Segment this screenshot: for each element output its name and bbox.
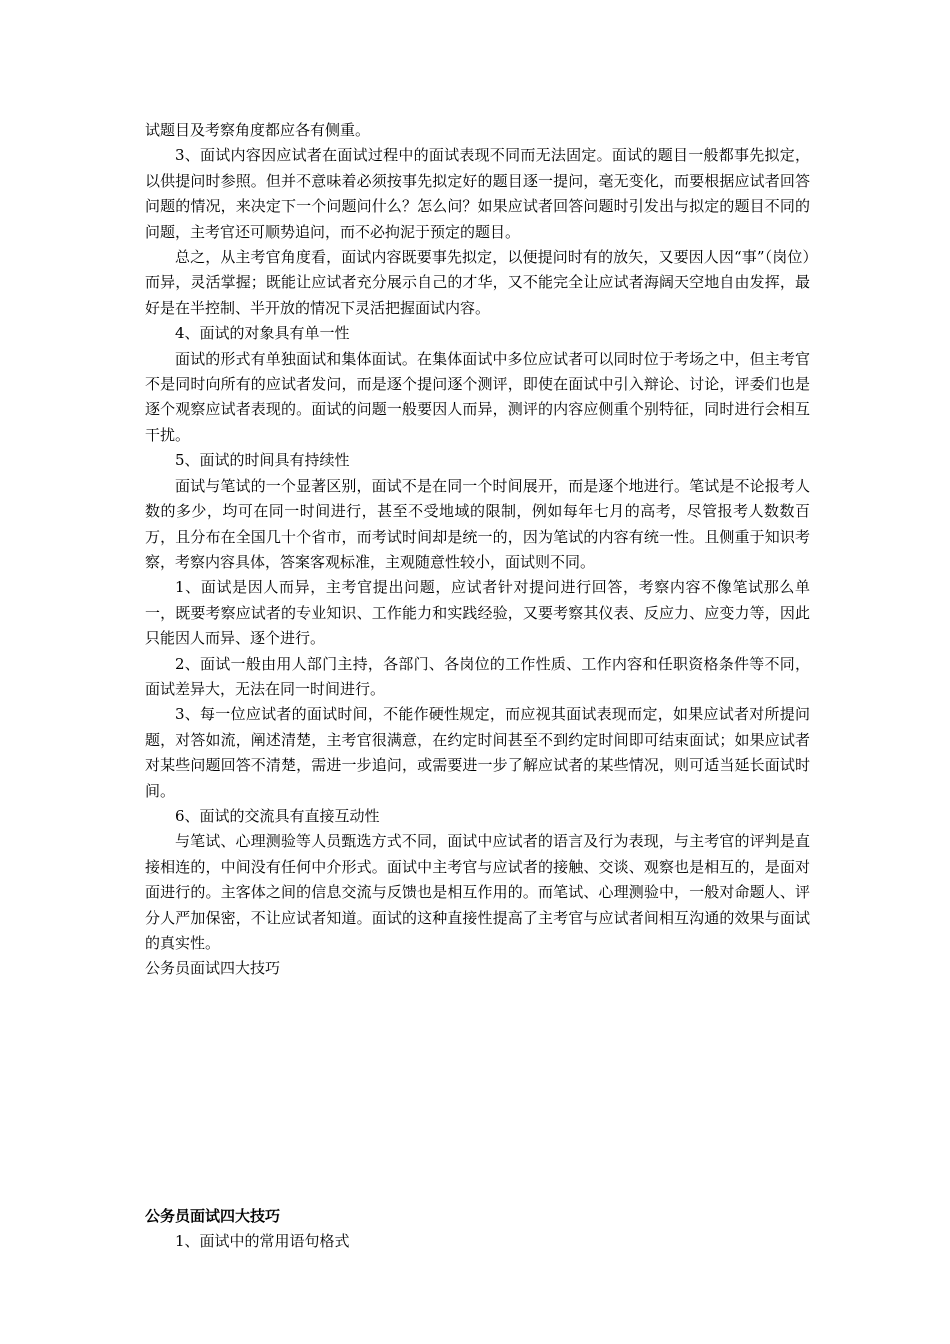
paragraph-heading: 6、面试的交流具有直接互动性 [175,806,380,825]
paragraph: 试题目及考察角度都应各有侧重。 [145,121,371,139]
paragraph: 总之，从主考官角度看，面试内容既要事先拟定，以便提问时有的放矢，又要因人因“事”（岗位）而异，灵活掌握；既能让应试者充分展示自己的才华，又不能完全让应试者海阔天空地自由发挥，最好是在半控制、半开放的情况下灵活把握面试内容。 [145,248,810,317]
section-title: 公务员面试四大技巧 [145,1206,281,1225]
paragraph: 面试的形式有单独面试和集体面试。在集体面试中多位应试者可以同时位于考场之中，但主考官不是同时向所有的应试者发问，而是逐个提问逐个测评，即使在面试中引入辩论、讨论，评委们也是逐个观察应试者表现的。面试的问题一般要因人而异，测评的内容应侧重个别特征，同时进行会相互干扰。 [145,349,810,444]
paragraph: 3、每一位应试者的面试时间，不能作硬性规定，而应视其面试表现而定，如果应试者对所提问题，对答如流，阐述清楚，主考官很满意，在约定时间甚至不到约定时间即可结束面试；如果应试者对某些问题回答不清楚，需进一步追问，或需要进一步了解应试者的某些情况，则可适当延长面试时间。 [145,705,810,800]
paragraph: 公务员面试四大技巧 [145,959,281,978]
paragraph: 1、面试是因人而异，主考官提出问题，应试者针对提问进行回答，考察内容不像笔试那么单一，既要考察应试者的专业知识、工作能力和实践经验，又要考察其仪表、反应力、应变力等，因此只能因人而异、逐个进行。 [145,578,810,648]
document-page [145,118,810,1255]
paragraph-heading: 5、面试的时间具有持续性 [175,451,350,470]
paragraph: 3、面试内容因应试者在面试过程中的面试表现不同而无法固定。面试的题目一般都事先拟定，以供提问时参照。但并不意味着必须按事先拟定好的题目逐一提问，毫无变化，而要根据应试者回答问题的情况，来决定下一个问题问什么？怎么问？如果应试者回答问题时引发出与拟定的题目不同的问题，主考官还可顺势追问，而不必拘泥于预定的题目。 [145,146,810,241]
paragraph: 与笔试、心理测验等人员甄选方式不同，面试中应试者的语言及行为表现，与主考官的评判是直接相连的，中间没有任何中介形式。面试中主考官与应试者的接触、交谈、观察也是相互的，是面对面进行的。主客体之间的信息交流与反馈也是相互作用的。而笔试、心理测验中，一般对命题人、评分人严加保密，不让应试者知道。面试的这种直接性提高了主考官与应试者间相互沟通的效果与面试的真实性。 [145,832,810,952]
paragraph-heading: 4、面试的对象具有单一性 [175,324,350,343]
blank-space [145,982,810,1204]
paragraph: 2、面试一般由用人部门主持，各部门、各岗位的工作性质、工作内容和任职资格条件等不同，面试差异大，无法在同一时间进行。 [145,654,810,698]
paragraph: 面试与笔试的一个显著区别，面试不是在同一个时间展开，而是逐个地进行。笔试是不论报考人数的多少，均可在同一时间进行，甚至不受地域的限制，例如每年七月的高考，尽管报考人数数百万，且分布在全国几十个省市，而考试时间却是统一的，因为笔试的内容有统一性。且侧重于知识考察，考察内容具体，答案客观标准，主观随意性较小，面试则不同。 [145,476,810,571]
section-first-item: 1、面试中的常用语句格式 [175,1232,350,1251]
